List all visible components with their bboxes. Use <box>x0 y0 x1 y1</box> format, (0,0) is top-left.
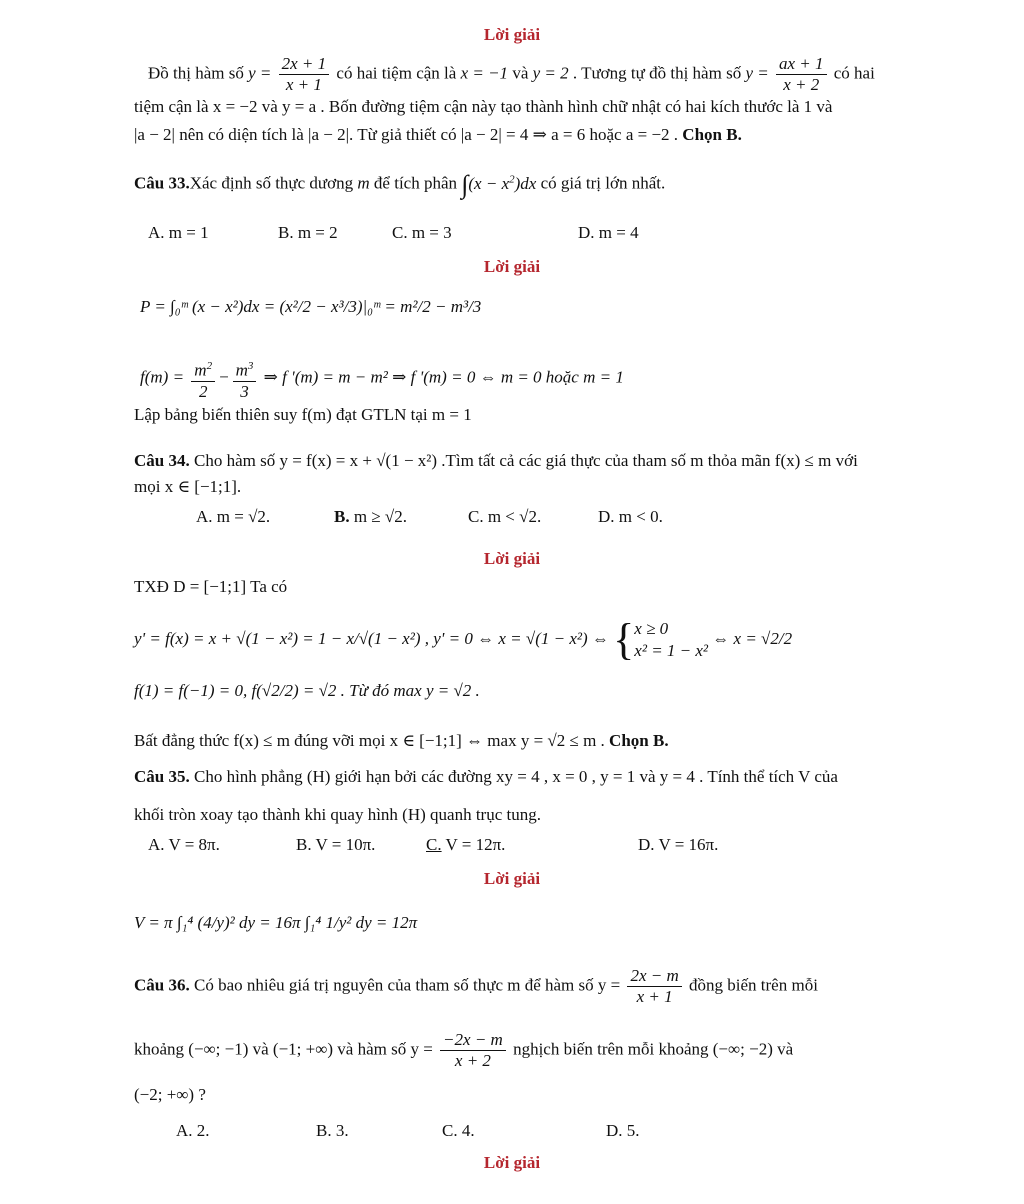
option-c[interactable]: C. 4. <box>442 1121 475 1140</box>
text: . Tương tự đồ thị hàm số <box>572 63 746 83</box>
option-a[interactable]: A. V = 8π. <box>148 835 220 854</box>
option-b[interactable]: B. V = 10π. <box>296 835 376 854</box>
text: đồng biến trên mỗi <box>684 975 818 995</box>
fraction <box>627 966 681 1007</box>
option-c[interactable]: C. m = 3 <box>392 223 452 242</box>
solution-heading: Lời giải <box>483 25 541 44</box>
option-d[interactable]: D. m = 4 <box>578 223 639 242</box>
solution-33-line-3: Lập bảng biến thiên suy f(m) đạt GTLN tại m = 1 <box>134 405 472 424</box>
denominator: x + 1 <box>285 75 322 94</box>
question-35-line-2: khối tròn xoay tạo thành khi quay hình (H) quanh trục tung. <box>134 805 541 824</box>
text: Bất đẳng thức f(x) ≤ m đúng vỡi mọi x ∈ [−1;1] ⇔ max y = √2 ≤ m . <box>134 731 610 750</box>
text: khoảng (−∞; −1) và (−1; +∞) và hàm số y = <box>134 1039 438 1059</box>
numerator: ax + 1 <box>776 54 827 75</box>
solution-34-line-4 <box>134 730 669 752</box>
text: Cho hàm số y = f(x) = x + √(1 − x²) .Tìm tất cả các giá thực của tham số m thỏa mãn f(x) ≤ m với <box>189 451 858 470</box>
text: có hai <box>833 63 875 83</box>
question-36-line-3: (−2; +∞) ? <box>134 1085 206 1104</box>
answer-choice: Chọn B. <box>682 125 742 144</box>
question-34-line-2: mọi x ∈ [−1;1]. <box>134 477 242 496</box>
option-letter: B. <box>334 507 350 526</box>
option-a[interactable]: A. m = 1 <box>148 223 209 242</box>
text: có hai tiệm cận là <box>336 63 461 83</box>
question-label: Câu 34. <box>134 451 190 470</box>
question-label: Câu 33. <box>134 173 190 193</box>
math: y = 2 <box>532 63 569 83</box>
fraction: $\frac{m^2}{2}$ <box>191 356 215 402</box>
text: có giá trị lớn nhất. <box>536 173 666 193</box>
solution-35: V = π ∫₁⁴ (4/y)² dy = 16π ∫₁⁴ 1/y² dy = 12π <box>134 913 418 932</box>
math: m <box>357 173 370 193</box>
math: y' = f(x) = x + √(1 − x²) = 1 − x/√(1 − x²) , y' = 0 ⇔ x = √(1 − x²) ⇔ <box>134 628 609 648</box>
question-35 <box>134 766 838 788</box>
denominator: x + 2 <box>454 1051 491 1070</box>
text: |a − 2| nên có diện tích là |a − 2|. Từ giả thiết có |a − 2| = 4 ⇒ a = 6 hoặc a = −2 . <box>134 125 683 144</box>
solution-32-line-3 <box>134 124 742 146</box>
solution-heading: Lời giải <box>483 257 541 276</box>
option-text: V = 12π. <box>441 835 506 854</box>
denominator: x + 2 <box>783 75 820 94</box>
solution-34-line-3: f(1) = f(−1) = 0, f(√2/2) = √2 . Từ đó max y = √2 . <box>134 681 480 700</box>
solution-34-line-1: TXĐ D = [−1;1] Ta có <box>134 577 288 596</box>
option-d[interactable]: D. m < 0. <box>598 507 663 526</box>
system-of-equations <box>634 618 708 662</box>
system-line: x² = 1 − x² <box>634 641 709 660</box>
text: để tích phân <box>369 173 462 193</box>
text: Đồ thị hàm số <box>148 63 249 83</box>
solution-heading: Lời giải <box>483 549 541 568</box>
solution-32-line-1: Đồ thị hàm số y = $\frac{2x + 1}{x + 1}$ có hai tiệm cận là x = −1 và y = 2 . Tương tự đồ thị hàm số y = $\frac{ax + 1}{x + 2}$ có hai <box>148 54 875 94</box>
text: và <box>512 63 533 83</box>
math: f(m) = <box>140 367 189 387</box>
solution-33-line-2: f(m) = $\frac{m^2}{2}$ − $\frac{m^3}{3}$ ⇒ f '(m) = m − m² ⇒ f '(m) = 0 ⇔ m = 0 hoặc m = 1 <box>140 356 624 402</box>
math: x = −1 <box>460 63 509 83</box>
system-line: x ≥ 0 <box>634 619 669 638</box>
option-b[interactable]: B. m = 2 <box>278 223 338 242</box>
text: nghịch biến trên mỗi khoảng (−∞; −2) và <box>508 1039 794 1059</box>
fraction: $\frac{m^3}{3}$ <box>233 356 257 402</box>
solution-34-line-2: y' = f(x) = x + √(1 − x²) = 1 − x/√(1 − x²) , y' = 0 ⇔ x = √(1 − x²) ⇔ { x ≥ 0 x² = 1 − x² ⇔ x = √2/2 <box>134 615 793 664</box>
question-34 <box>134 450 858 472</box>
question-36-line-2 <box>134 1030 793 1071</box>
denominator: x + 1 <box>636 987 673 1006</box>
option-a[interactable]: A. m = √2. <box>196 507 271 526</box>
option-b[interactable]: B. 3. <box>316 1121 349 1140</box>
option-c[interactable]: C. m < √2. <box>468 507 542 526</box>
option-letter: C. <box>426 835 442 854</box>
math: ⇔ x = √2/2 <box>712 628 793 648</box>
question-label: Câu 36. <box>134 975 190 995</box>
answer-choice: Chọn B. <box>609 731 669 750</box>
numerator: 2x − m <box>627 966 681 987</box>
text: Cho hình phẳng (H) giới hạn bởi các đường xy = 4 , x = 0 , y = 1 và y = 4 . Tính thể tích V của <box>189 767 838 786</box>
fraction <box>776 54 827 95</box>
integral-sign: ∫ <box>461 169 469 199</box>
solution-heading: Lời giải <box>483 869 541 888</box>
numerator: 2x + 1 <box>279 54 330 75</box>
option-c[interactable] <box>426 834 505 856</box>
numerator: −2x − m <box>440 1030 506 1051</box>
option-d[interactable]: D. 5. <box>606 1121 640 1140</box>
option-b[interactable] <box>334 506 407 528</box>
option-d[interactable]: D. V = 16π. <box>638 835 719 854</box>
math: ⇒ f '(m) = m − m² ⇒ f '(m) = 0 ⇔ m = 0 hoặc m = 1 <box>263 367 624 387</box>
question-36 <box>134 966 818 1007</box>
text: Có bao nhiêu giá trị nguyên của tham số thực m để hàm số y = <box>189 975 625 995</box>
question-33: Câu 33.Xác định số thực dương m để tích phân $\int(x - x^2)dx$ có giá trị lớn nhất. <box>134 169 666 199</box>
solution-33-line-1: P = ∫₀ᵐ (x − x²)dx = (x²/2 − x³/3)|₀ᵐ = m²/2 − m³/3 <box>140 297 482 316</box>
question-label: Câu 35. <box>134 767 190 786</box>
solution-32-line-2: tiệm cận là x = −2 và y = a . Bốn đường tiệm cận này tạo thành hình chữ nhật có hai kích thước là 1 và <box>134 97 833 116</box>
text: Xác định số thực dương <box>189 173 358 193</box>
fraction <box>279 54 330 95</box>
option-a[interactable]: A. 2. <box>176 1121 210 1140</box>
fraction <box>440 1030 506 1071</box>
solution-heading: Lời giải <box>483 1153 541 1172</box>
option-text: m ≥ √2. <box>349 507 407 526</box>
